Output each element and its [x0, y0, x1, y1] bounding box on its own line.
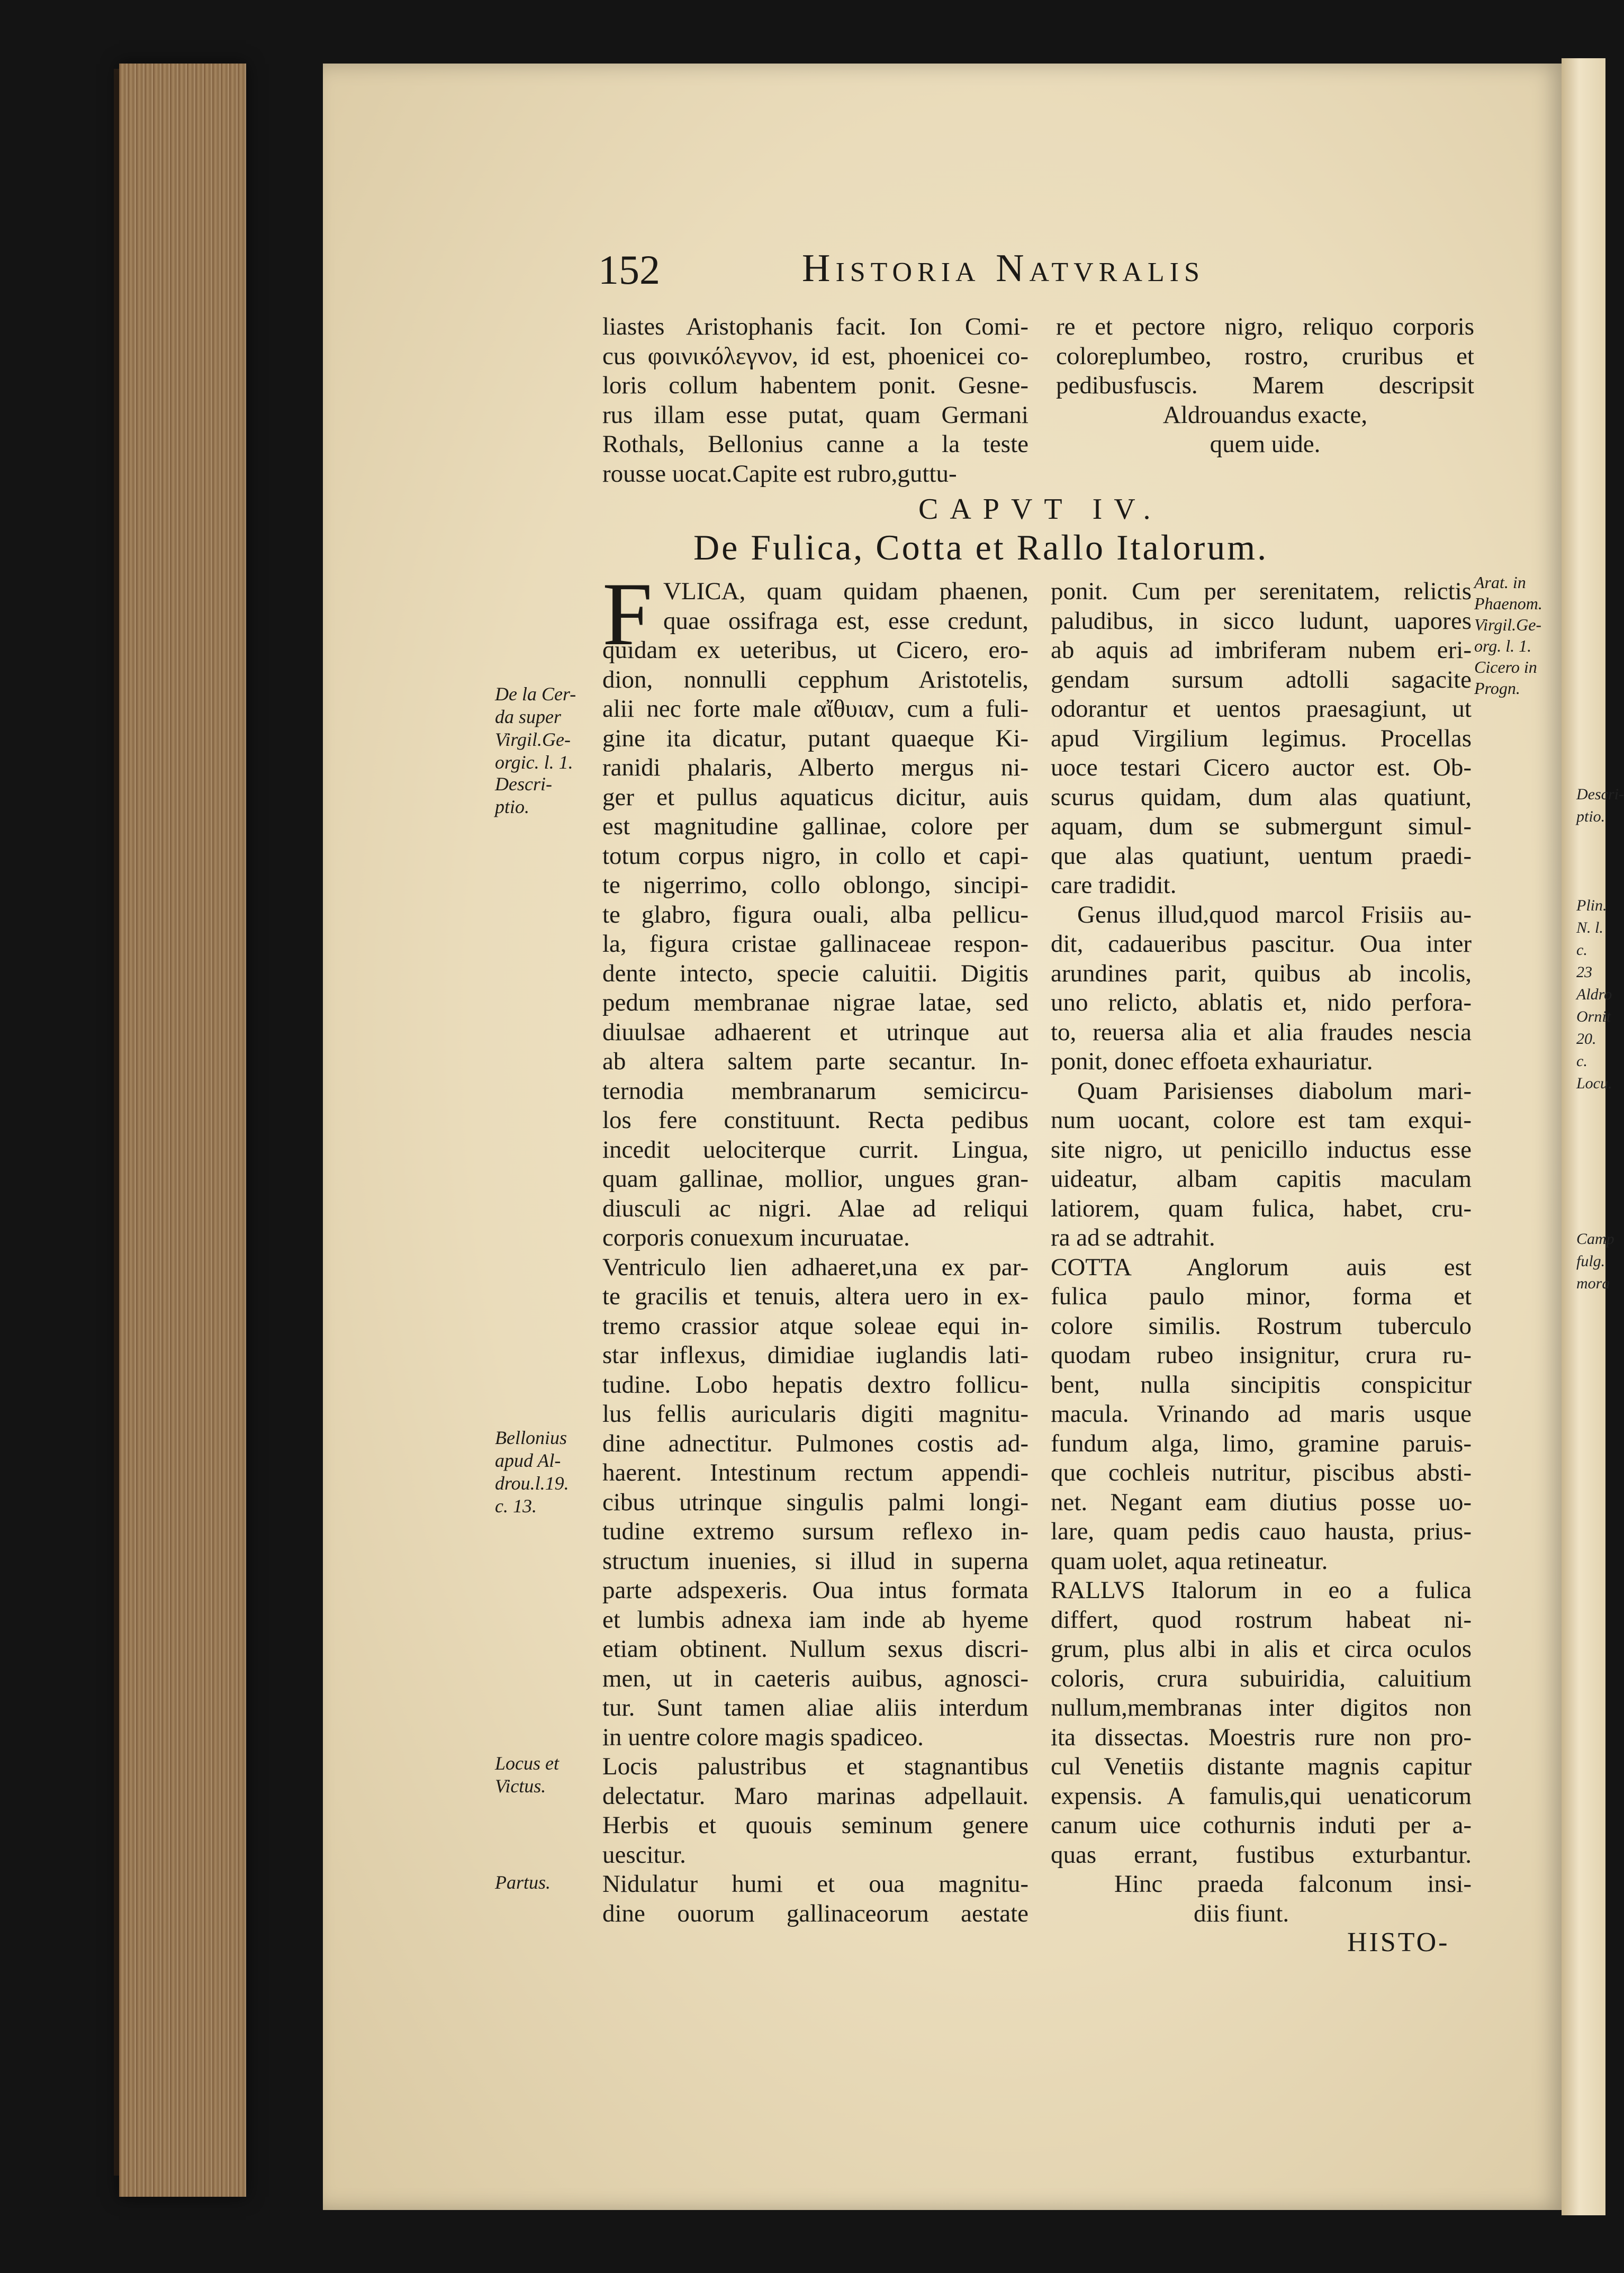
text-line: care tradidit.: [1051, 871, 1177, 899]
text-line: ponit. Cum per serenitatem, relictis: [1051, 578, 1472, 605]
text-line: canum uice cothurnis induti per a-: [1051, 1811, 1472, 1839]
drop-capital: F: [602, 564, 653, 664]
text-line: quae ossifraga est, esse credunt,: [663, 607, 1028, 635]
text-line: dit, cadaueribus pascitur. Oua inter: [1051, 930, 1472, 958]
text-line: Ventriculo lien adhaeret,una ex par-: [602, 1253, 1028, 1281]
text-line: fulica paulo minor, forma et: [1051, 1283, 1472, 1310]
facing-page-margin-notes: Descri- ptio. Plin. N. l. c. 23 Aldro Ornit 20. c. Locu. Camp fulg. mora: [1576, 786, 1624, 1292]
text-line: loris collum habentem ponit. Gesne-: [602, 372, 1028, 399]
text-line: to, reuersa alia et alia fraudes nescia: [1051, 1018, 1472, 1046]
page-header: [598, 246, 1313, 304]
text-line: expensis. A famulis,qui uenaticorum: [1051, 1782, 1472, 1810]
text-line: diuulsae adhaerent et utrinque aut: [602, 1018, 1028, 1046]
margin-note-partus: Partus.: [495, 1872, 551, 1893]
text-line: pedibusfuscis. Marem descripsit: [1056, 372, 1474, 399]
page-edges: [119, 64, 246, 2197]
catchword: HISTO-: [1347, 1927, 1450, 1958]
text-line: scurus quidam, dum alas quatiunt,: [1051, 783, 1472, 811]
text-line: Rothals, Bellonius canne a la teste: [602, 430, 1028, 458]
text-line: totum corpus nigro, in collo et capi-: [602, 842, 1028, 870]
text-line: gine ita dicatur, putant quaeque Ki-: [602, 724, 1028, 752]
text-line: bent, nulla sincipitis conspicitur: [1051, 1370, 1472, 1399]
text-line: etiam obtinent. Nullum sexus discri-: [602, 1635, 1028, 1663]
text-line: aquam, dum se submergunt simul-: [1051, 813, 1472, 840]
text-line: lus fellis auricularis digiti magnitu-: [602, 1400, 1028, 1428]
text-line: et lumbis adnexa iam inde ab hyeme: [602, 1605, 1028, 1634]
text-line: parte adspexeris. Oua intus formata: [602, 1576, 1028, 1604]
text-line: corporis conuexum incuruatae.: [602, 1224, 910, 1251]
text-line: quodam rubeo insignitur, crura ru-: [1051, 1341, 1472, 1369]
margin-note-bellonius: Bellonius apud Al- drou.l.19. c. 13.: [495, 1427, 569, 1517]
text-line: arundines parit, quibus ab incolis,: [1051, 959, 1472, 987]
text-line: paludibus, in sicco ludunt, uapores: [1051, 607, 1472, 635]
text-line: diusculi ac nigri. Alae ad reliqui: [602, 1194, 1028, 1222]
text-line: incedit uelociterque currit. Lingua,: [602, 1135, 1028, 1163]
text-line: differt, quod rostrum habeat ni-: [1051, 1605, 1472, 1634]
text-line: rousse uocat.Capite est rubro,guttu-: [602, 459, 957, 488]
text-line: dine adnectitur. Pulmones costis ad-: [602, 1429, 1028, 1457]
text-line: tudine extremo sursum reflexo in-: [602, 1518, 1028, 1545]
text-line: te glabro, figura ouali, alba pellicu-: [602, 900, 1028, 928]
text-line: dine ouorum gallinaceorum aestate: [602, 1899, 1028, 1927]
text-line: Aldrouandus exacte,: [1162, 401, 1368, 429]
text-line: coloris, crura subuiridia, caluitium: [1051, 1664, 1472, 1692]
text-line: Hinc praeda falconum insi-: [1114, 1870, 1472, 1898]
text-line: COTTA Anglorum auis est: [1051, 1253, 1472, 1281]
text-line: apud Virgilium legimus. Procellas: [1051, 724, 1472, 752]
text-line: est magnitudine gallinae, colore per: [602, 813, 1028, 840]
margin-note-locus: Locus et Victus.: [495, 1753, 559, 1797]
text-line: que alas quatiunt, uentum praedi-: [1051, 842, 1472, 870]
text-line: uideatur, albam capitis maculam: [1051, 1165, 1472, 1193]
text-line: RALLVS Italorum in eo a fulica: [1051, 1576, 1472, 1604]
text-line: uoce testari Cicero auctor est. Ob-: [1051, 754, 1472, 781]
text-line: Herbis et quouis seminum genere: [602, 1811, 1028, 1839]
text-line: men, ut in caeteris auibus, agnosci-: [602, 1664, 1028, 1692]
text-line: uescitur.: [602, 1841, 686, 1869]
text-line: dente intecto, specie caluitii. Digitis: [602, 959, 1028, 987]
text-line: liastes Aristophanis facit. Ion Comi-: [602, 313, 1028, 340]
top-right-column: [1056, 312, 1474, 459]
top-left-column: [602, 312, 1028, 489]
text-line: rus illam esse putat, quam Germani: [602, 401, 1028, 429]
running-title: Historia Natvralis: [802, 247, 1205, 290]
chapter-label: CAPVT IV.: [918, 493, 1162, 526]
text-line: coloreplumbeo, rostro, cruribus et: [1056, 342, 1474, 370]
text-line: fundum alga, limo, gramine paruis-: [1051, 1429, 1472, 1457]
text-line: grum, plus albi in alis et circa oculos: [1051, 1635, 1472, 1663]
text-line: te nigerrimo, collo oblongo, sincipi-: [602, 871, 1028, 899]
text-line: uno relicto, ablatis et, nido perfora-: [1051, 989, 1472, 1016]
text-line: odorantur et uentos praesagiunt, ut: [1051, 695, 1472, 723]
text-line: quas errant, fustibus exturbantur.: [1051, 1841, 1472, 1869]
text-line: alii nec forte male αἴθυιαν, cum a fuli-: [602, 695, 1028, 723]
text-line: ab aquis ad imbriferam nubem eri-: [1051, 636, 1472, 664]
text-line: tudine. Lobo hepatis dextro follicu-: [602, 1370, 1028, 1399]
text-line: ger et pullus aquaticus dicitur, auis: [602, 783, 1028, 811]
text-line: cibus utrinque singulis palmi longi-: [602, 1488, 1028, 1516]
chapter-title: De Fulica, Cotta et Rallo Italorum.: [693, 527, 1269, 567]
text-line: quam uolet, aqua retineatur.: [1051, 1547, 1328, 1575]
text-line: Locis palustribus et stagnantibus: [602, 1753, 1028, 1780]
text-line: Genus illud,quod marcol Frisiis au-: [1077, 900, 1472, 928]
text-line: te gracilis et tenuis, altera uero in ex-: [602, 1283, 1028, 1310]
text-line: VLICA, quam quidam phaenen,: [663, 578, 1028, 605]
text-line: gendam sursum adtolli sagacite: [1051, 665, 1472, 693]
text-line: quem uide.: [1210, 430, 1321, 458]
text-line: Nidulatur humi et oua magnitu-: [602, 1870, 1028, 1898]
text-line: tremo crassior atque soleae equi in-: [602, 1312, 1028, 1340]
text-line: pedum membranae nigrae latae, sed: [602, 989, 1028, 1016]
text-line: num uocant, colore est tam exqui-: [1051, 1106, 1472, 1134]
text-line: nullum,membranas inter digitos non: [1051, 1694, 1472, 1721]
main-left-column: [602, 577, 1028, 1928]
text-line: structum inuenies, si illud in superna: [602, 1547, 1028, 1575]
text-line: quidam ex ueteribus, ut Cicero, ero-: [602, 636, 1028, 664]
text-line: re et pectore nigro, reliquo corporis: [1056, 313, 1474, 340]
text-line: ponit, donec effoeta exhauriatur.: [1051, 1048, 1373, 1075]
page-number: 152: [598, 247, 660, 293]
text-line: delectatur. Maro marinas adpellauit.: [602, 1782, 1028, 1810]
text-line: net. Negant eam diutius posse uo-: [1051, 1488, 1472, 1516]
text-line: dion, nonnulli cepphum Aristotelis,: [602, 665, 1028, 693]
text-line: lare, quam pedis cauo hausta, prius-: [1051, 1518, 1472, 1545]
text-line: tur. Sunt tamen aliae aliis interdum: [602, 1694, 1028, 1721]
text-line: Quam Parisienses diabolum mari-: [1077, 1077, 1472, 1105]
text-line: site nigro, ut penicillo inductus esse: [1051, 1135, 1472, 1163]
text-line: ita dissectas. Moestris rure non pro-: [1051, 1723, 1472, 1751]
text-line: ra ad se adtrahit.: [1051, 1224, 1215, 1251]
margin-note-cerda: De la Cer- da super Virgil.Ge- orgic. l. 1.: [495, 683, 576, 773]
text-line: ranidi phalaris, Alberto mergus ni-: [602, 754, 1028, 781]
text-line: que cochleis nutritur, piscibus absti-: [1051, 1459, 1472, 1486]
text-line: colore similis. Rostrum tuberculo: [1051, 1312, 1472, 1340]
main-right-column: [1051, 577, 1472, 1928]
text-line: ab altera saltem parte secantur. In-: [602, 1048, 1028, 1075]
text-line: quam gallinae, mollior, ungues gran-: [602, 1165, 1028, 1193]
text-line: cus φοινικόλεγνον, id est, phoenicei co-: [602, 342, 1028, 370]
text-line: los fere constituunt. Recta pedibus: [602, 1106, 1028, 1134]
text-line: macula. Vrinando ad maris usque: [1051, 1400, 1472, 1428]
text-line: in uentre colore magis spadiceo.: [602, 1723, 924, 1751]
text-line: latiorem, quam fulica, habet, cru-: [1051, 1194, 1472, 1222]
text-line: ternodia membranarum semicircu-: [602, 1077, 1028, 1105]
margin-note-aratus: Arat. in Phaenom. Virgil.Ge- org. l. 1. Cicero in Progn.: [1474, 573, 1542, 698]
text-line: haerent. Intestinum rectum appendi-: [602, 1459, 1028, 1486]
margin-note-descriptio: Descri- ptio.: [495, 773, 552, 817]
text-line: cul Venetiis distante magnis capitur: [1051, 1753, 1472, 1780]
text-line: star inflexus, dimidiae iuglandis lati-: [602, 1341, 1028, 1369]
text-line: la, figura cristae gallinaceae respon-: [602, 930, 1028, 958]
text-line: diis fiunt.: [1194, 1899, 1289, 1927]
